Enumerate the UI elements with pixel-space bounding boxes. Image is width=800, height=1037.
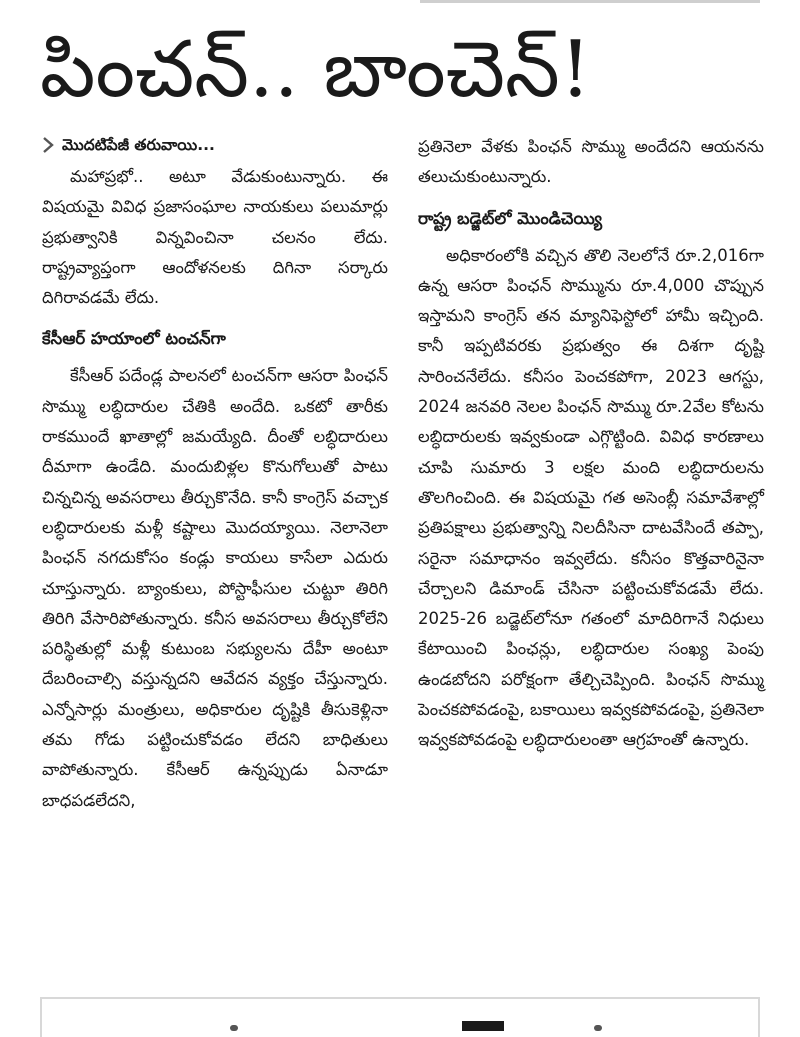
cropped-headline-fragment [594, 1025, 602, 1031]
right-column [418, 132, 764, 756]
left-column [42, 132, 388, 816]
cropped-headline-fragment [230, 1025, 238, 1031]
left-paragraph-2: కేసీఆర్‌ పదేండ్ల పాలనలో టంచన్‌గా ఆసరా పింఛన్‌ సొమ్ము లబ్ధిదారుల చేతికి అందేది. ఒకటో తారీకు రాకముందే ఖాతాల్లో జమయ్యేది. దీంతో లబ్ధిదారులు దీమాగా ఉండేది. మందుబిళ్లల కొనుగోలుతో పాటు చిన్నచిన్న అవసరాలు తీర్చుకొనేది. కానీ కాంగ్రెస్‌ వచ్చాక లబ్ధిదారులకు మళ్లీ కష్టాలు మొదయ్యాయి. నెలానెలా పింఛన్‌ నగదుకోసం కండ్లు కాయలు కాసేలా ఎదురు చూస్తున్నారు. బ్యాంకులు, పోస్టాఫీసుల చుట్టూ తిరిగి తిరిగి వేసారిపోతున్నారు. కనీస అవసరాలు తీర్చుకోలేని పరిస్థితుల్లో మళ్లీ కుటుంబ సభ్యులను దేహీ అంటూ దేబరించాల్సి వస్తున్నదని ఆవేదన వ్యక్తం చేస్తున్నారు. ఎన్నోసార్లు మంత్రులు, అధికారుల దృష్టికి తీసుకెళ్లినా తమ గోడు పట్టించుకోవడం లేదని బాధితులు వాపోతున్నారు. కేసీఆర్‌ ఉన్నప్పుడు ఏనాడూ బాధపడలేదని, [42, 366, 388, 810]
top-rule [420, 0, 760, 3]
cropped-headline-fragment [462, 1021, 504, 1031]
right-subheading: రాష్ట్ర బడ్జెట్‌లో మొండిచెయ్యి [418, 208, 603, 228]
chevron-right-icon [42, 136, 54, 154]
kicker-text: మొదటిపేజీ తరువాయి... [62, 135, 215, 154]
left-paragraph-1: మహాప్రభో.. అటూ వేడుకుంటున్నారు. ఈ విషయమై వివిధ ప్రజాసంఘాల నాయకులు పలుమార్లు ప్రభుత్వానికి విన్నవించినా చలనం లేదు. రాష్ట్రవ్యాప్తంగా ఆందోళనలకు దిగినా సర్కారు దిగిరావడమే లేదు. [42, 167, 388, 308]
left-subheading: కేసీఆర్‌ హయాంలో టంచన్‌గా [42, 329, 226, 349]
headline: పించన్‌.. బాంచెన్‌! [40, 25, 592, 115]
right-paragraph-1: ప్రతినెలా వేళకు పింఛన్‌ సొమ్ము అందేదని ఆయనను తలుచుకుంటున్నారు. [418, 137, 764, 187]
next-article-box [40, 997, 760, 1037]
right-paragraph-2: అధికారంలోకి వచ్చిన తొలి నెలలోనే రూ.2,016గా ఉన్న ఆసరా పింఛన్‌ సొమ్మును రూ.4,000 చొప్పున ఇస్తామని కాంగ్రెస్‌ తన మ్యానిఫెస్టోలో హామీ ఇచ్చింది. కానీ ఇప్పటివరకు ప్రభుత్వం ఈ దిశగా దృష్టి సారించనేలేదు. కనీసం పెంచకపోగా, 2023 ఆగస్టు, 2024 జనవరి నెలల పింఛన్‌ సొమ్ము రూ.2వేల కోటను లబ్ధిదారులకు ఇవ్వకుండా ఎగ్గొట్టింది. వివిధ కారణాలు చూపి సుమారు 3 లక్షల మంది లబ్ధిదారులను తొలగించింది. ఈ విషయమై గత అసెంబ్లీ సమావేశాల్లో ప్రతిపక్షాలు ప్రభుత్వాన్ని నిలదీసినా దాటవేసిందే తప్పా, సరైనా సమాధానం ఇవ్వలేదు. కనీసం కొత్తవారినైనా చేర్చాలని డిమాండ్‌ చేసినా పట్టించుకోవడమే లేదు. 2025-26 బడ్జెట్‌లోనూ గతంలో మాదిరిగానే నిధులు కేటాయించి పింఛన్లు, లబ్ధిదారుల సంఖ్య పెంపు ఉండబోదని పరోక్షంగా తేల్చిచెప్పింది. పింఛన్‌ సొమ్ము పెంచకపోవడంపై, బకాయిలు ఇవ్వకపోవడంపై, ప్రతినెలా ఇవ్వకపోవడంపై లబ్ధిదారులంతా ఆగ్రహంతో ఉన్నారు. [418, 245, 764, 750]
continuation-kicker [42, 132, 388, 158]
